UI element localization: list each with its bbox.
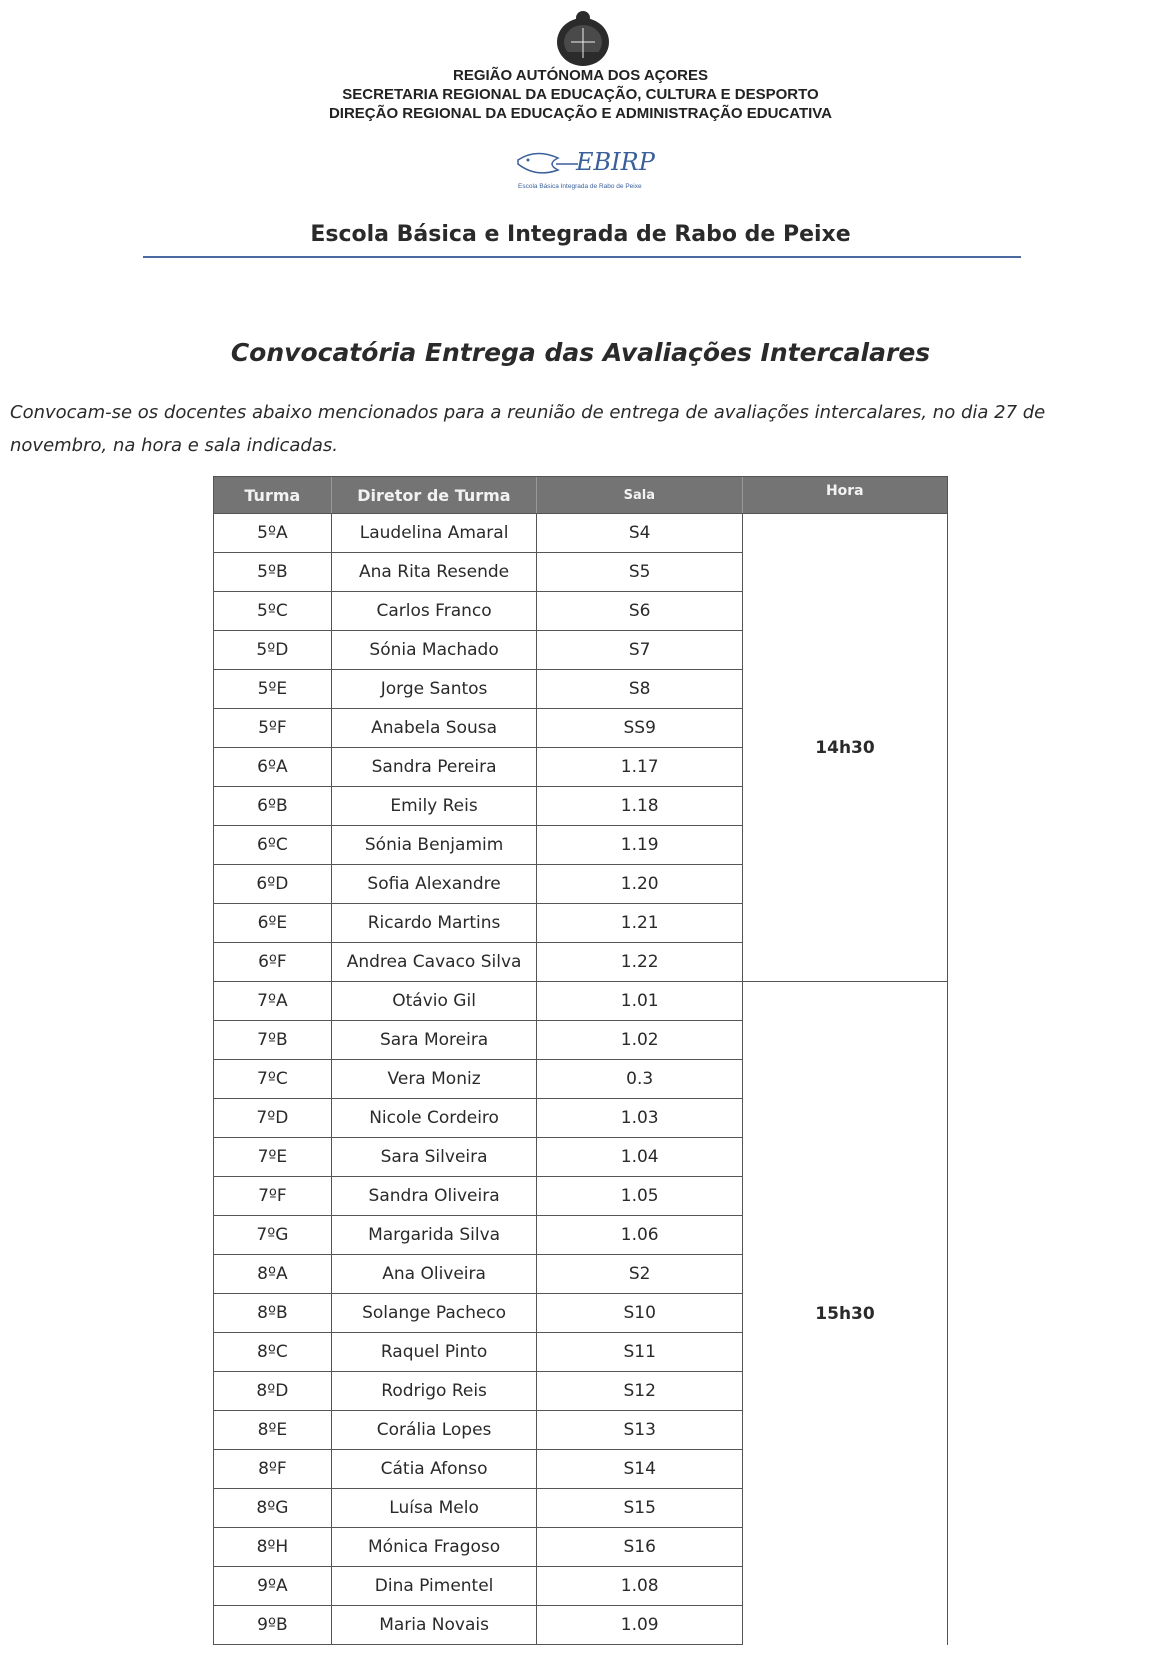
intro-line: novembro, na hora e sala indicadas. <box>10 435 338 456</box>
cell-turma: 8ºH <box>214 1528 332 1566</box>
cell-diretor: Corália Lopes <box>332 1411 538 1449</box>
cell-sala: S6 <box>537 592 743 630</box>
table-row <box>213 1489 743 1528</box>
cell-diretor: Vera Moniz <box>332 1060 538 1098</box>
cell-sala: S5 <box>537 553 743 591</box>
table-row <box>213 670 743 709</box>
cell-diretor: Emily Reis <box>332 787 538 825</box>
cell-diretor: Nicole Cordeiro <box>332 1099 538 1137</box>
cell-sala: 1.02 <box>537 1021 743 1059</box>
cell-turma: 5ºF <box>214 709 332 747</box>
cell-sala: S14 <box>537 1450 743 1488</box>
azores-crest-icon <box>553 8 613 70</box>
cell-turma: 5ºB <box>214 553 332 591</box>
cell-diretor: Sónia Benjamim <box>332 826 538 864</box>
cell-diretor: Dina Pimentel <box>332 1567 538 1605</box>
cell-diretor: Solange Pacheco <box>332 1294 538 1332</box>
cell-turma: 7ºC <box>214 1060 332 1098</box>
cell-sala: 1.17 <box>537 748 743 786</box>
cell-sala: SS9 <box>537 709 743 747</box>
cell-diretor: Luísa Melo <box>332 1489 538 1527</box>
cell-diretor: Maria Novais <box>332 1606 538 1644</box>
cell-diretor: Carlos Franco <box>332 592 538 630</box>
school-name: Escola Básica e Integrada de Rabo de Peixe <box>310 222 851 247</box>
cell-diretor: Andrea Cavaco Silva <box>332 943 538 981</box>
directorate-name: DIREÇÃO REGIONAL DA EDUCAÇÃO E ADMINISTRAÇÃO EDUCATIVA <box>328 105 833 122</box>
intro-paragraph <box>10 396 1160 462</box>
table-header <box>213 476 948 514</box>
cell-diretor: Ana Oliveira <box>332 1255 538 1293</box>
cell-turma: 8ºE <box>214 1411 332 1449</box>
cell-sala: S2 <box>537 1255 743 1293</box>
cell-turma: 8ºB <box>214 1294 332 1332</box>
convocation-table <box>213 476 948 1645</box>
table-row <box>213 631 743 670</box>
table-row <box>213 826 743 865</box>
cell-diretor: Sara Moreira <box>332 1021 538 1059</box>
table-row <box>213 1333 743 1372</box>
table-row <box>213 982 743 1021</box>
table-row <box>213 1216 743 1255</box>
table-row <box>213 709 743 748</box>
cell-sala: 1.22 <box>537 943 743 981</box>
cell-sala: S7 <box>537 631 743 669</box>
cell-diretor: Sandra Pereira <box>332 748 538 786</box>
table-row <box>213 1372 743 1411</box>
cell-turma: 6ºE <box>214 904 332 942</box>
cell-diretor: Sara Silveira <box>332 1138 538 1176</box>
cell-sala: S12 <box>537 1372 743 1410</box>
cell-diretor: Ana Rita Resende <box>332 553 538 591</box>
cell-sala: 1.09 <box>537 1606 743 1644</box>
cell-turma: 5ºE <box>214 670 332 708</box>
table-row <box>213 787 743 826</box>
cell-sala: S8 <box>537 670 743 708</box>
cell-turma: 7ºF <box>214 1177 332 1215</box>
cell-sala: 1.08 <box>537 1567 743 1605</box>
cell-diretor: Sofia Alexandre <box>332 865 538 903</box>
cell-diretor: Otávio Gil <box>332 982 538 1020</box>
cell-diretor: Mónica Fragoso <box>332 1528 538 1566</box>
header-sala: Sala <box>537 477 742 513</box>
header-turma: Turma <box>214 477 332 513</box>
cell-turma: 5ºD <box>214 631 332 669</box>
table-row <box>213 592 743 631</box>
cell-sala: 0.3 <box>537 1060 743 1098</box>
header-diretor: Diretor de Turma <box>332 477 537 513</box>
cell-sala: 1.05 <box>537 1177 743 1215</box>
table-row <box>213 865 743 904</box>
svg-text:Escola Básica Integrada de Rab: Escola Básica Integrada de Rabo de Peixe <box>518 183 642 190</box>
cell-turma: 9ºA <box>214 1567 332 1605</box>
table-row <box>213 1177 743 1216</box>
cell-sala: 1.04 <box>537 1138 743 1176</box>
cell-turma: 8ºA <box>214 1255 332 1293</box>
cell-diretor: Sandra Oliveira <box>332 1177 538 1215</box>
cell-turma: 7ºE <box>214 1138 332 1176</box>
hora-cell: 15h30 <box>743 982 948 1645</box>
table-row <box>213 1528 743 1567</box>
table-row <box>213 1450 743 1489</box>
table-body <box>213 514 948 1645</box>
cell-sala: 1.03 <box>537 1099 743 1137</box>
cell-sala: S15 <box>537 1489 743 1527</box>
table-row <box>213 1294 743 1333</box>
secretariat-name: SECRETARIA REGIONAL DA EDUCAÇÃO, CULTURA E DESPORTO <box>342 86 819 103</box>
cell-turma: 6ºC <box>214 826 332 864</box>
table-row <box>213 748 743 787</box>
table-row <box>213 1606 743 1645</box>
cell-turma: 7ºG <box>214 1216 332 1254</box>
cell-turma: 6ºB <box>214 787 332 825</box>
cell-turma: 5ºA <box>214 514 332 552</box>
cell-turma: 5ºC <box>214 592 332 630</box>
cell-sala: 1.21 <box>537 904 743 942</box>
cell-diretor: Anabela Sousa <box>332 709 538 747</box>
cell-turma: 9ºB <box>214 1606 332 1644</box>
table-row <box>213 514 743 553</box>
header-hora: Hora <box>825 483 864 499</box>
cell-sala: 1.20 <box>537 865 743 903</box>
cell-turma: 7ºD <box>214 1099 332 1137</box>
document-title: Convocatória Entrega das Avaliações Intercalares <box>230 338 931 367</box>
cell-sala: S4 <box>537 514 743 552</box>
table-row <box>213 1099 743 1138</box>
cell-turma: 7ºB <box>214 1021 332 1059</box>
table-row <box>213 1567 743 1606</box>
table-row <box>213 1138 743 1177</box>
cell-diretor: Rodrigo Reis <box>332 1372 538 1410</box>
cell-sala: S11 <box>537 1333 743 1371</box>
cell-diretor: Sónia Machado <box>332 631 538 669</box>
cell-sala: 1.06 <box>537 1216 743 1254</box>
region-name: REGIÃO AUTÓNOMA DOS AÇORES <box>452 67 708 84</box>
cell-diretor: Laudelina Amaral <box>332 514 538 552</box>
cell-sala: 1.18 <box>537 787 743 825</box>
cell-diretor: Margarida Silva <box>332 1216 538 1254</box>
cell-turma: 7ºA <box>214 982 332 1020</box>
table-row <box>213 1060 743 1099</box>
cell-turma: 6ºA <box>214 748 332 786</box>
cell-turma: 8ºD <box>214 1372 332 1410</box>
table-row <box>213 1411 743 1450</box>
cell-turma: 8ºG <box>214 1489 332 1527</box>
table-row <box>213 553 743 592</box>
intro-line: Convocam-se os docentes abaixo mencionados para a reunião de entrega de avaliações intercalares, no dia 27 de <box>10 402 1046 423</box>
school-logo-icon <box>516 140 655 198</box>
table-rows <box>213 514 743 1645</box>
svg-text:EBIRP: EBIRP <box>576 148 655 176</box>
cell-turma: 8ºF <box>214 1450 332 1488</box>
header-divider <box>143 256 1021 258</box>
cell-sala: S13 <box>537 1411 743 1449</box>
table-row <box>213 1021 743 1060</box>
cell-turma: 8ºC <box>214 1333 332 1371</box>
cell-sala: 1.01 <box>537 982 743 1020</box>
cell-turma: 6ºD <box>214 865 332 903</box>
table-row <box>213 943 743 982</box>
cell-sala: S10 <box>537 1294 743 1332</box>
cell-turma: 6ºF <box>214 943 332 981</box>
table-row <box>213 904 743 943</box>
cell-diretor: Cátia Afonso <box>332 1450 538 1488</box>
cell-diretor: Ricardo Martins <box>332 904 538 942</box>
cell-sala: S16 <box>537 1528 743 1566</box>
cell-diretor: Raquel Pinto <box>332 1333 538 1371</box>
hora-cell: 14h30 <box>743 514 948 982</box>
cell-sala: 1.19 <box>537 826 743 864</box>
cell-diretor: Jorge Santos <box>332 670 538 708</box>
table-row <box>213 1255 743 1294</box>
